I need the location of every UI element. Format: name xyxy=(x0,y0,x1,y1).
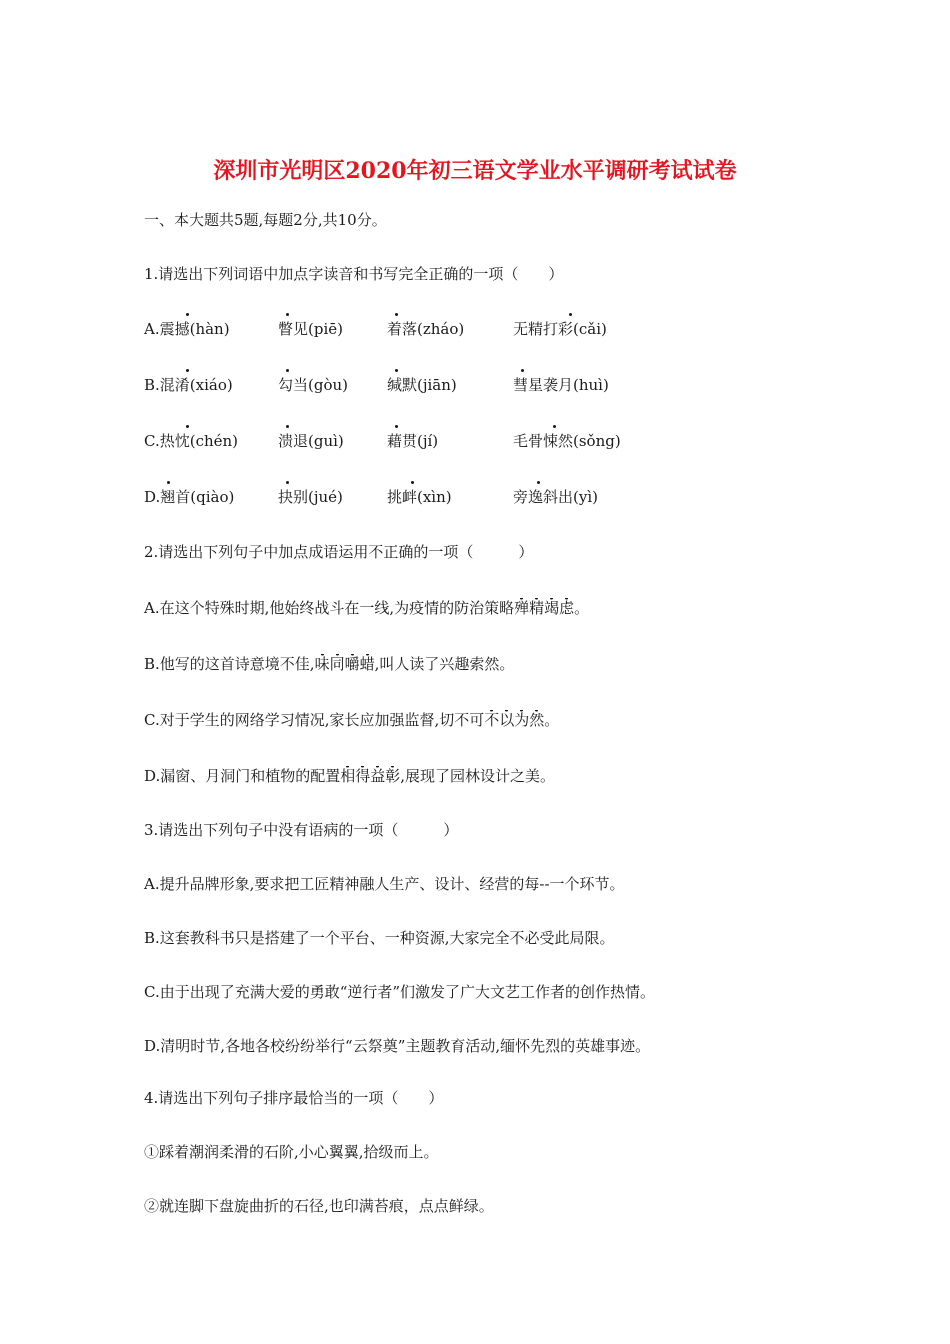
q2-d-text-before: D.漏窗、月洞门和植物的配置 xyxy=(144,767,341,785)
q1-c-word-2: 溃退(guì) xyxy=(278,432,344,450)
q2-c-text-after: 。 xyxy=(544,711,560,729)
q1-a-word-2: 瞥见(piē) xyxy=(278,320,343,338)
q1-d-word-4: 旁逸斜出(yì) xyxy=(513,488,598,506)
emphasis-dot xyxy=(395,369,398,372)
q1-d-word-1: D.翘首(qiào) xyxy=(144,488,235,506)
emphasis-dot xyxy=(286,481,289,484)
question-4-stem: 4.请选出下列句子排序最恰当的一项（ ） xyxy=(144,1089,444,1107)
q2-option-c xyxy=(144,710,559,730)
q1-c-word-3: 藉贯(jí) xyxy=(387,432,439,450)
q2-option-a xyxy=(144,598,589,618)
q3-option-d: D.清明时节,各地各校纷纷举行“云祭奠”主题教育活动,缅怀先烈的英雄事迹。 xyxy=(144,1037,651,1055)
q1-c-word-4: 毛骨悚然(sǒng) xyxy=(513,432,621,450)
emphasis-dot xyxy=(286,369,289,372)
emphasis-dot xyxy=(186,313,189,316)
q1-a-word-4: 无精打彩(cǎi) xyxy=(513,320,607,338)
q1-a-word-1: A.震撼(hàn) xyxy=(144,320,230,338)
q1-d-word-2: 抉别(jué) xyxy=(278,488,343,506)
emphasis-dot xyxy=(167,481,170,484)
q2-b-text-before: B.他写的这首诗意境不佳, xyxy=(144,655,315,673)
q4-sentence-1: ①踩着潮润柔滑的石阶,小心翼翼,拾级而上。 xyxy=(144,1143,439,1161)
q3-option-c: C.由于出现了充满大爱的勇敢“逆行者”们激发了广大文艺工作者的创作热情。 xyxy=(144,983,656,1001)
q2-d-idiom: 相得益彰 xyxy=(340,767,401,785)
emphasis-dot xyxy=(395,425,398,428)
emphasis-dot xyxy=(553,425,556,428)
emphasis-dot xyxy=(286,425,289,428)
q2-a-text-before: A.在这个特殊时期,他始终战斗在一线,为疫情的防治策略 xyxy=(144,599,515,617)
exam-title: 深圳市光明区2020年初三语文学业水平调研考试试卷 xyxy=(213,158,737,184)
q1-b-word-4: 彗星袭月(huì) xyxy=(513,376,609,394)
q1-option-b xyxy=(0,375,950,399)
q1-a-word-3: 着落(zháo) xyxy=(387,320,465,338)
q1-option-c xyxy=(0,431,950,455)
emphasis-dot xyxy=(537,481,540,484)
emphasis-dot xyxy=(186,425,189,428)
q2-d-text-after: ,展现了园林设计之美。 xyxy=(400,767,556,785)
emphasis-dot xyxy=(186,369,189,372)
q1-c-word-1: C.热忱(chén) xyxy=(144,432,239,450)
q4-sentence-2: ②就连脚下盘旋曲折的石径,也印满苔痕，点点鲜绿。 xyxy=(144,1197,494,1215)
q2-a-text-after: 。 xyxy=(574,599,590,617)
emphasis-dot xyxy=(411,481,414,484)
emphasis-dot xyxy=(521,369,524,372)
q2-option-b xyxy=(144,654,514,674)
q1-b-word-1: B.混淆(xiáo) xyxy=(144,376,233,394)
q3-option-a: A.提升品牌形象,要求把工匠精神融人生产、设计、经营的每--一个环节。 xyxy=(144,875,625,893)
emphasis-dot xyxy=(286,313,289,316)
q3-option-b: B.这套教科书只是搭建了一个平台、一种资源,大家完全不必受此局限。 xyxy=(144,929,615,947)
q2-b-text-after: ,叫人读了兴趣索然。 xyxy=(374,655,515,673)
section-heading: 一、本大题共5题,每题2分,共10分。 xyxy=(144,211,387,229)
q1-option-a xyxy=(0,319,950,343)
question-3-stem: 3.请选出下列句子中没有语病的一项（ ） xyxy=(144,821,459,839)
q1-option-d xyxy=(0,487,950,511)
q1-b-word-3: 缄默(jiān) xyxy=(387,376,457,394)
emphasis-dot xyxy=(569,313,572,316)
emphasis-dot xyxy=(395,313,398,316)
q2-c-text-before: C.对于学生的网络学习情况,家长应加强监督,切不可 xyxy=(144,711,485,729)
q1-b-word-2: 勾当(gòu) xyxy=(278,376,348,394)
q1-d-word-3: 挑衅(xìn) xyxy=(387,488,452,506)
q2-option-d xyxy=(144,766,555,786)
q2-c-idiom: 不以为然 xyxy=(484,711,545,729)
q2-b-idiom: 味同嚼蜡 xyxy=(314,655,375,673)
question-1-stem: 1.请选出下列词语中加点字读音和书写完全正确的一项（ ） xyxy=(144,265,564,283)
question-2-stem: 2.请选出下列句子中加点成语运用不正确的一项（ ） xyxy=(144,543,534,561)
q2-a-idiom: 殚精竭虑 xyxy=(514,599,575,617)
